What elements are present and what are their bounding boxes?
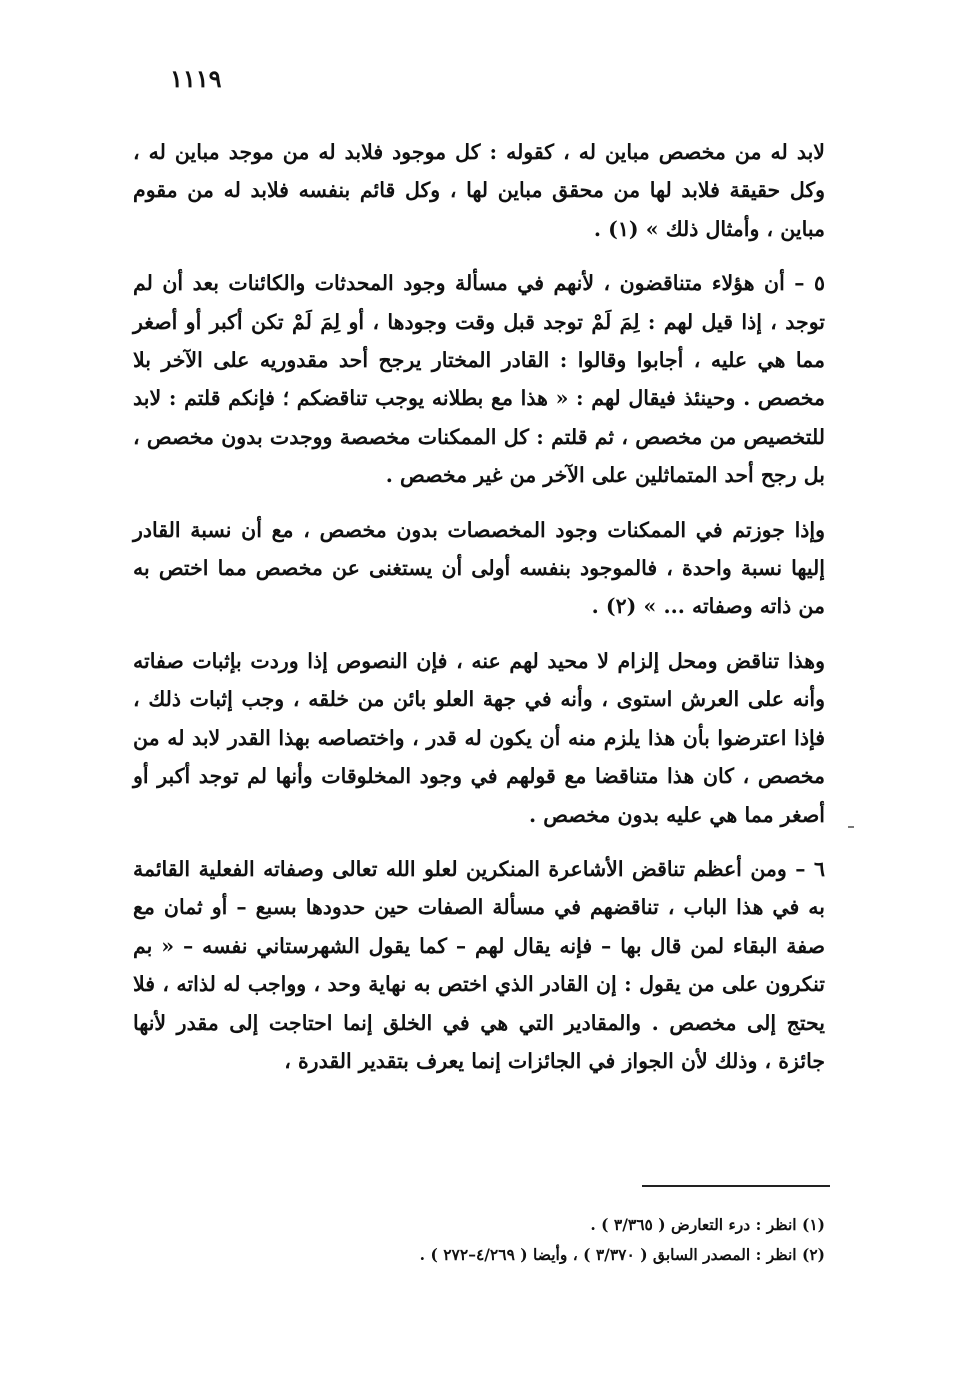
footnote-divider — [642, 1185, 830, 1187]
margin-mark — [848, 826, 854, 828]
paragraph-3: وإذا جوزتم في الممكنات وجود المخصصات بدون مخصص ، مع أن نسبة القادر إليها نسبة واحدة ، فالموجود بنفسه أولى أن يستغنى عن مخصص مما اختص به من ذاته وصفاته ... » (٢) . — [133, 517, 825, 619]
paragraph-2: ٥ – أن هؤلاء متناقضون ، لأنهم في مسألة وجود المحدثات والكائنات بعد أن لم توجد ، إذا قيل لهم : لِمَ لَمْ توجد قبل وقت وجودها ، أو لِمَ لَمْ تكن أكبر أو أصغر مما هي عليه ، أجابوا وقالوا : القادر المختار يرجح أحد مقدوريه على الآخر بلا مخصص . وحينئذ فيقال لهم : « هذا مع بطلانه يوجب تناقضكم ؛ فإنكم قلتم : لابد للتخصيص من مخصص ، ثم قلتم : كل الممكنات مخصصة ووجدت بدون مخصص ، بل رجح أحد المتماثلين على الآخر من غير مخصص . — [133, 271, 825, 488]
main-text — [133, 133, 825, 1096]
paragraph-5: ٦ – ومن أعظم تناقض الأشاعرة المنكرين لعلو الله تعالى وصفاته الفعلية القائمة به في هذا الباب ، تناقضهم في مسألة الصفات حين حدودها بسبع – أو ثمان مع صفة البقاء لمن قال بها – فإنه يقال لهم – كما يقول الشهرستاني نفسه – « بم تنكرون على من يقول : إن القادر الذي اختص به نهاية وحد ، وواجب له لذاته ، فلا يحتج إلى مخصص . والمقادير التي هي في الخلق إنما احتاجت إلى مقدر لأنها جائزة ، وذلك لأن الجواز في الجائزات إنما يعرف بتقدير القدرة ، — [133, 856, 825, 1073]
page-number: ١١١٩ — [170, 64, 222, 93]
footnote-2: (٢) انظر : المصدر السابق ( ٣/٣٧٠ ) ، وأيضا ( ٤/٢٦٩–٢٧٢ ) . — [419, 1245, 825, 1264]
paragraph-4: وهذا تناقض ومحل إلزام لا محيد لهم عنه ، فإن النصوص إذا وردت بإثبات صفاته وأنه على العرش استوى ، وأنه في جهة العلو بائن من خلقه ، وجب إثبات ذلك ، فإذا اعترضوا بأن هذا يلزم منه أن يكون له قدر ، واختصاصه بهذا القدر لابد له من مخصص ، كان هذا متناقضا مع قولهم في وجود المخلوقات وأنها لم توجد أكبر أو أصغر مما هي عليه بدون مخصص . — [133, 648, 825, 827]
footnote-1: (١) انظر : درء التعارض ( ٣/٣٦٥ ) . — [590, 1215, 825, 1234]
footnotes — [133, 1210, 825, 1270]
paragraph-1: لابد له من مخصص مباين له ، كقوله : كل موجود فلابد له من موجد مباين له ، وكل حقيقة فلابد لها من محقق مباين لها ، وكل قائم بنفسه فلابد له من مقوم مباين ، وأمثال ذلك » (١) . — [133, 140, 825, 241]
